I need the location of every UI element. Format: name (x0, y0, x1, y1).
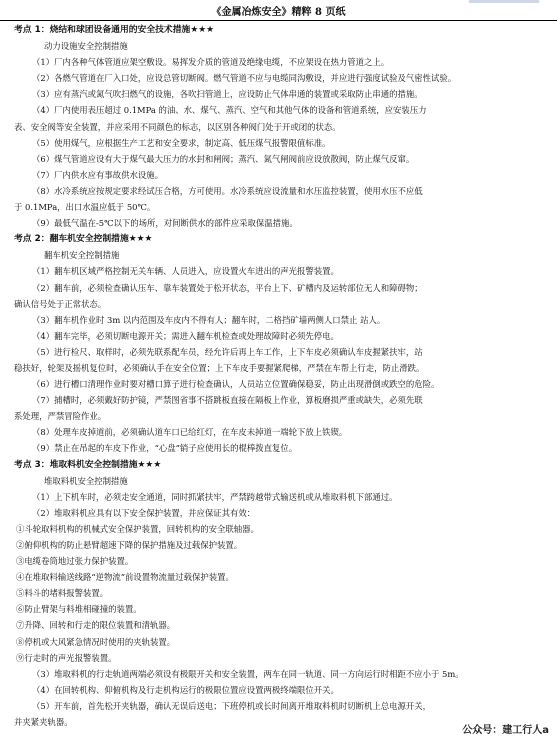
list-item: ⑦升降、回转和行走的限位装置和清轨器。 (16, 620, 176, 631)
paragraph-line: （9）禁止在吊起的车皮下作业，“心盘”销子应使用长的棍棒拨直复位。 (32, 443, 298, 454)
watermark-label: 公众号：建工行人a (460, 721, 551, 736)
list-item: ⑧停机或大风紧急情况时使用的夹轨装置。 (16, 636, 176, 647)
list-item: ①斗轮取料机构的机械式安全保护装置，回转机构的安全联轴器。 (16, 523, 259, 534)
list-item: ②俯仰机构的防止悬臂超速下降的保护措施及过载保护装置。 (16, 540, 243, 550)
list-item: ⑤料斗的堵料报警装置。 (16, 588, 109, 599)
paragraph-line: （7）捕槽时，必须戴好防护镜，严禁图省事不搭跳板直接在隔板上作业，算板磨损严重或缺失，必须先联 (32, 395, 423, 406)
section-heading: 考点 3：堆取料机安全控制措施★★★ (14, 459, 162, 470)
paragraph-line: （1）翻车机区域严格控制无关车辆、人员进入，应设置火车进出的声光报警装置。 (32, 266, 339, 277)
paragraph-line: 稳扶好，轮架及摇机复位时，必须确认手在安全位置；上下车皮手要握紧爬梯，严禁在车帮上行走，防止滑跌。 (14, 362, 425, 373)
paragraph-line: （6）煤气管道应设有大于煤气最大压力的水封和闸阀；蒸汽、氮气闸阀前应设放散阀，防止煤气反窜。 (32, 153, 415, 164)
paragraph-line: （5）使用煤气，应根据生产工艺和安全要求，制定高、低压煤气报警限值标准。 (32, 137, 331, 148)
paragraph-line: （8）水冷系统应按规定要求经试压合格，方可使用。水冷系统应设流量和水压监控装置，使用水压不应低 (32, 185, 423, 196)
paragraph-line: （9）最低气温在-5℃以下的场所，对间断供水的部件应采取保温措施。 (32, 218, 298, 229)
page-title: 《金属冶炼安全》精粹 8 页纸 (0, 5, 557, 21)
paragraph-line: 于 0.1MPa，出口水温应低于 50℃。 (14, 202, 156, 213)
paragraph-line: 系处理，严禁冒险作业。 (14, 411, 107, 422)
paragraph-line: 确认信号处于正常状态。 (14, 298, 107, 309)
section-subheading: 动力设施安全控制措施 (44, 41, 128, 52)
paragraph-line: （8）处理车皮掉道前，必须确认道车口已给红灯，在车皮未掉道一端轮下放上铁锲。 (32, 427, 348, 438)
top-right-mark (469, 0, 539, 3)
paragraph-line: 并夹紧夹轨器。 (14, 717, 73, 728)
paragraph-line: 表、安全阀等安全装置，并应采用不同颜色的标志，以区别各种阀门处于开或闭的状态。 (14, 121, 341, 132)
list-item: ③电缆卷筒地过张力保护装置。 (16, 556, 134, 567)
section-heading: 考点 1：烧结和球团设备通用的安全技术措施★★★ (14, 25, 214, 35)
paragraph-line: （6）进行槽口清理作业时要对槽口算子进行检查确认，人员站立位置确保稳妥，防止出现滑倒或跌空的危险。 (32, 379, 440, 390)
section-heading: 考点 2：翻车机安全控制措施★★★ (14, 234, 153, 245)
paragraph-line: （4）厂内使用表压超过 0.1MPa 的油、水、煤气、蒸汽、空气和其他气体的设备和管道系统，应安装压力 (32, 105, 427, 116)
paragraph-line: （3）堆取料机的行走轨道两端必须设有极限开关和安全装置，两车在同一轨道、同一方向运行时相距不应小于 5m。 (32, 668, 464, 679)
paragraph-line: （7）厂内供水应有事故供水设施。 (32, 169, 163, 180)
section-subheading: 翻车机安全控制措施 (44, 250, 120, 261)
paragraph-line: （5）开车前，首先松开夹轨器，确认无误后送电；下班停机或长时间离开堆取料机时切断机上总电源开关， (32, 700, 431, 711)
list-item: ⑨行走时的声光报警装置。 (16, 652, 117, 663)
document-body (14, 22, 549, 730)
paragraph-line: （4）在回转机构、仰俯机构及行走机构运行的极限位置应设置两极终端限位开关。 (32, 684, 339, 695)
paragraph-line: （1）厂内各种气体管道应架空敷设。易挥发介质的管道及绝缘电缆，不应架设在热力管道之上。 (32, 57, 390, 68)
paragraph-line: （4）翻车完毕，必须切断电源开关；需进入翻车机检查或处理故障时必须先停电。 (32, 330, 339, 341)
paragraph-line: （5）进行检尺、取样时，必须先联系配车员，经允许后再上车工作，上下车皮必须确认车皮握紧扶牢，站 (32, 346, 423, 357)
list-item: ④在堆取料输送线路“逆物流”前设置物流量过载保护装置。 (16, 572, 234, 583)
paragraph-line: （2）堆取料机应具有以下安全保护装置，并应保证其有效： (32, 507, 256, 518)
paragraph-line: （2）各燃气管道在厂入口处，应设总管切断阀。燃气管道不应与电缆同沟敷设，并应进行强度试验及气密性试验。 (32, 73, 457, 84)
paragraph-line: （3）应有蒸汽或氮气吹扫燃气的设施，各吹扫管道上，应设防止气体串通的装置或采取防止串通的措施。 (32, 89, 423, 100)
section-subheading: 堆取料机安全控制措施 (44, 475, 128, 486)
list-item: ⑥防止臂架与料堆相碰撞的装置。 (16, 604, 142, 615)
paragraph-line: （1）上下机车时，必须走安全通道，同时抓紧扶牢，严禁跨越带式输送机或从堆取料机下部通过。 (32, 491, 398, 502)
paragraph-line: （2）翻车前，必须检查确认压车、靠车装置处于松开状态，平台上下、矿槽内及运转部位无人和障碍物； (32, 282, 423, 293)
paragraph-line: （3）翻车机作业时 3m 以内范围及车皮内不得有人；翻车时，二格挡矿墙两侧人口禁止 站人。 (32, 314, 386, 325)
